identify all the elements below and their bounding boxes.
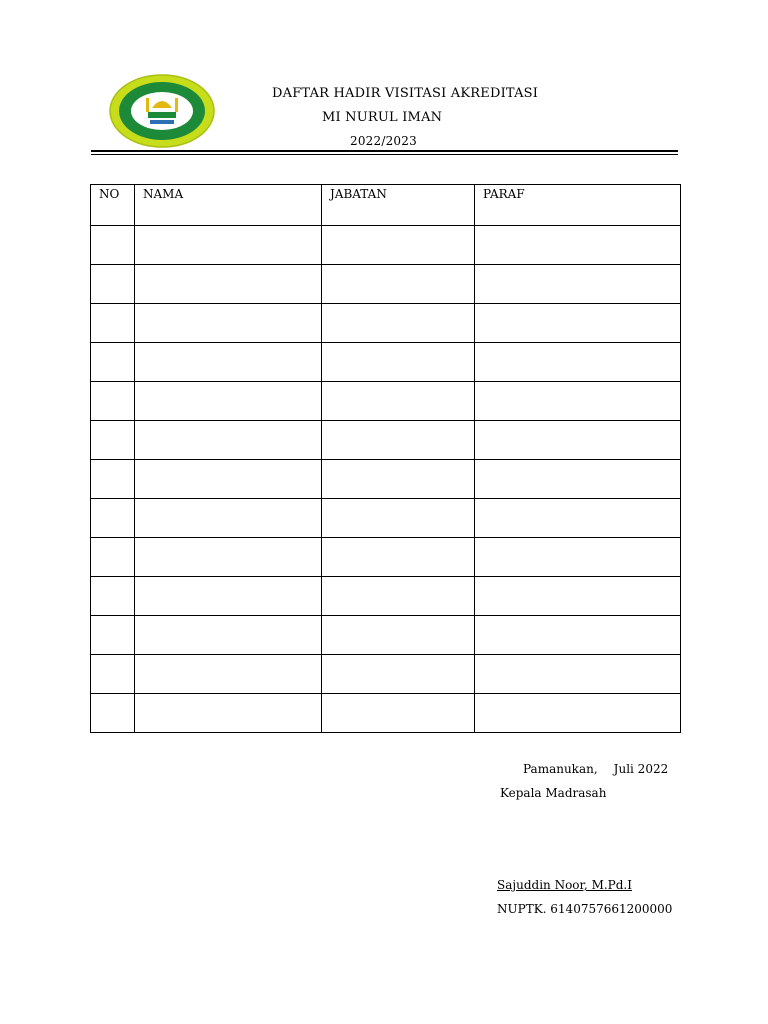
cell-nama[interactable] <box>135 538 322 577</box>
logo-inner-field <box>131 92 193 130</box>
cell-nama[interactable] <box>135 265 322 304</box>
cell-nama[interactable] <box>135 343 322 382</box>
cell-jabatan[interactable] <box>322 226 475 265</box>
cell-paraf[interactable] <box>475 343 681 382</box>
cell-paraf[interactable] <box>475 694 681 733</box>
cell-no[interactable] <box>91 460 135 499</box>
cell-paraf[interactable] <box>475 304 681 343</box>
column-header-no: NO <box>91 185 135 226</box>
cell-paraf[interactable] <box>475 577 681 616</box>
header-rule-thick <box>91 150 678 152</box>
cell-jabatan[interactable] <box>322 577 475 616</box>
cell-no[interactable] <box>91 265 135 304</box>
header-rule-thin <box>91 154 678 155</box>
cell-paraf[interactable] <box>475 616 681 655</box>
table-row <box>91 304 681 343</box>
cell-no[interactable] <box>91 616 135 655</box>
school-logo <box>108 74 216 148</box>
cell-paraf[interactable] <box>475 538 681 577</box>
signature-date: Juli 2022 <box>613 762 669 776</box>
cell-jabatan[interactable] <box>322 265 475 304</box>
school-name: MI NURUL IMAN <box>322 110 443 125</box>
table-row <box>91 421 681 460</box>
cell-no[interactable] <box>91 421 135 460</box>
column-header-jabatan: JABATAN <box>322 185 475 226</box>
table-row <box>91 265 681 304</box>
cell-jabatan[interactable] <box>322 382 475 421</box>
cell-nama[interactable] <box>135 304 322 343</box>
cell-jabatan[interactable] <box>322 499 475 538</box>
cell-paraf[interactable] <box>475 499 681 538</box>
cell-nama[interactable] <box>135 655 322 694</box>
signature-role: Kepala Madrasah <box>500 786 607 800</box>
cell-nama[interactable] <box>135 460 322 499</box>
cell-no[interactable] <box>91 226 135 265</box>
cell-jabatan[interactable] <box>322 421 475 460</box>
minaret-right-icon <box>175 98 178 112</box>
cell-nama[interactable] <box>135 421 322 460</box>
cell-no[interactable] <box>91 343 135 382</box>
cell-nama[interactable] <box>135 499 322 538</box>
document-title: DAFTAR HADIR VISITASI AKREDITASI <box>272 86 539 101</box>
cell-paraf[interactable] <box>475 421 681 460</box>
cell-no[interactable] <box>91 304 135 343</box>
table-row <box>91 655 681 694</box>
signatory-name: Sajuddin Noor, M.Pd.I <box>497 878 632 892</box>
cell-no[interactable] <box>91 499 135 538</box>
column-header-paraf: PARAF <box>475 185 681 226</box>
table-row <box>91 499 681 538</box>
signature-place-date <box>523 762 668 776</box>
table-row <box>91 538 681 577</box>
cell-jabatan[interactable] <box>322 616 475 655</box>
table-header-row <box>91 185 681 226</box>
cell-jabatan[interactable] <box>322 694 475 733</box>
academic-year: 2022/2023 <box>350 134 417 148</box>
table-row <box>91 460 681 499</box>
logo-banner <box>150 120 174 124</box>
table-row <box>91 616 681 655</box>
cell-nama[interactable] <box>135 577 322 616</box>
signature-place: Pamanukan, <box>523 762 598 776</box>
column-header-nama: NAMA <box>135 185 322 226</box>
cell-paraf[interactable] <box>475 382 681 421</box>
cell-no[interactable] <box>91 655 135 694</box>
cell-no[interactable] <box>91 538 135 577</box>
cell-paraf[interactable] <box>475 655 681 694</box>
cell-no[interactable] <box>91 694 135 733</box>
table-row <box>91 694 681 733</box>
table-row <box>91 382 681 421</box>
signatory-id: NUPTK. 6140757661200000 <box>497 902 673 916</box>
logo-book-icon <box>148 112 176 118</box>
attendance-table <box>90 184 681 733</box>
cell-jabatan[interactable] <box>322 538 475 577</box>
cell-jabatan[interactable] <box>322 343 475 382</box>
table-row <box>91 577 681 616</box>
cell-paraf[interactable] <box>475 460 681 499</box>
table-row <box>91 343 681 382</box>
cell-nama[interactable] <box>135 616 322 655</box>
table-row <box>91 226 681 265</box>
cell-jabatan[interactable] <box>322 655 475 694</box>
minaret-left-icon <box>146 98 149 112</box>
cell-no[interactable] <box>91 382 135 421</box>
cell-jabatan[interactable] <box>322 460 475 499</box>
cell-no[interactable] <box>91 577 135 616</box>
cell-nama[interactable] <box>135 382 322 421</box>
cell-paraf[interactable] <box>475 226 681 265</box>
cell-jabatan[interactable] <box>322 304 475 343</box>
cell-nama[interactable] <box>135 694 322 733</box>
cell-nama[interactable] <box>135 226 322 265</box>
cell-paraf[interactable] <box>475 265 681 304</box>
